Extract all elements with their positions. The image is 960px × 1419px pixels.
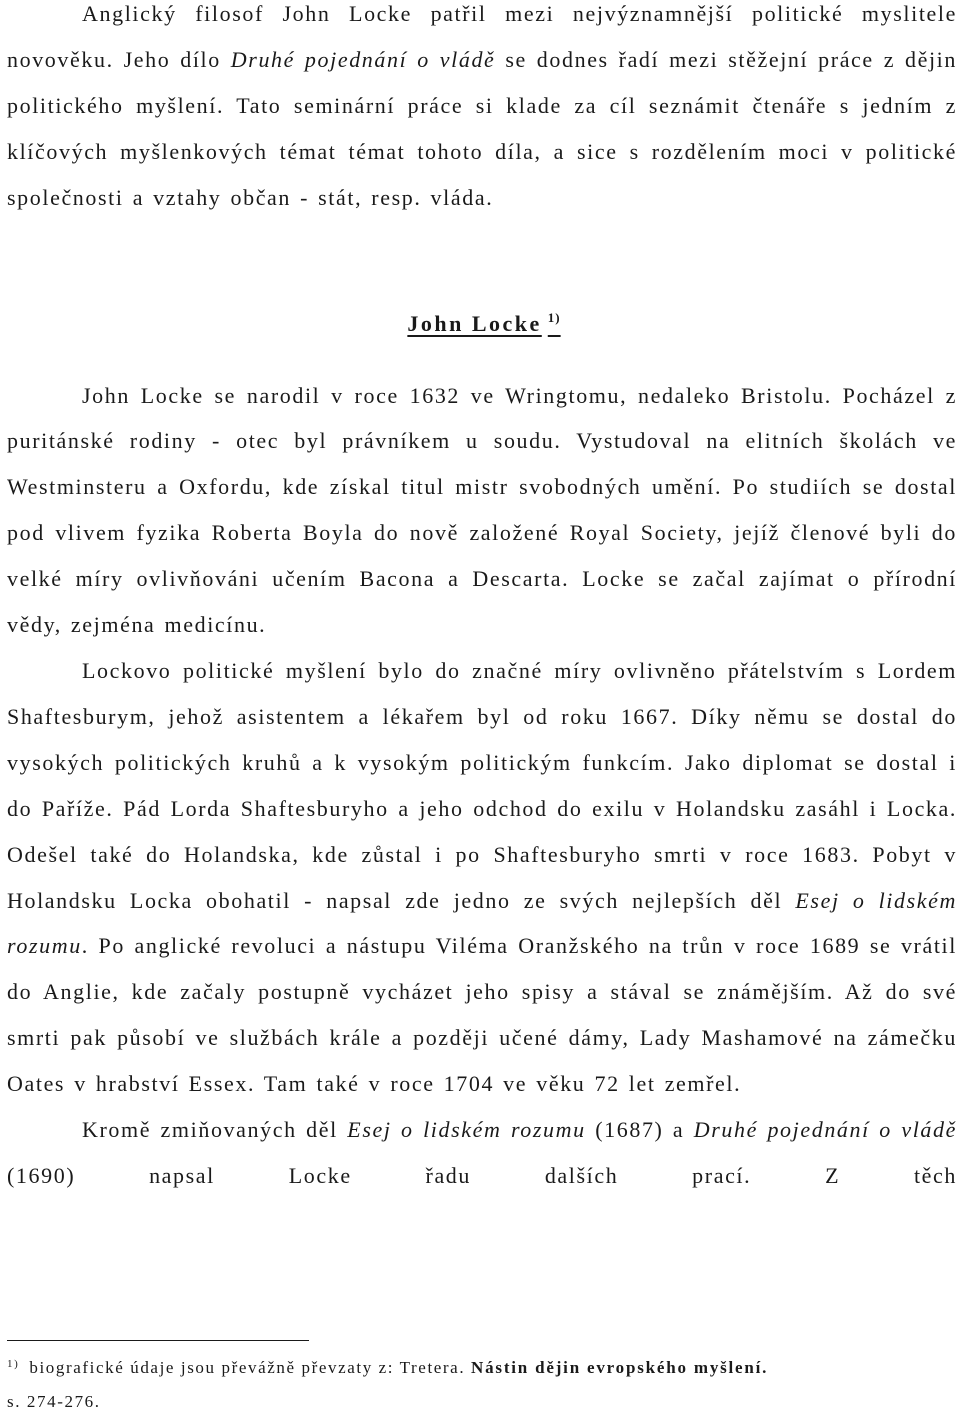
bio-paragraph-3	[7, 1107, 957, 1199]
bio-text-2a: Lockovo politické myšlení bylo do značné míry ovlivněno přátelstvím s Lordem Shaftesburym, jehož asistentem a lékařem byl od roku 1667. Díky němu se dostal do vysokých politických kruhů a k vysokým politickým funkcím. Jako diplomat se dostal i do Paříže. Pád Lorda Shaftesburyho a jeho odchod do exilu v Holandsku zasáhl i Locka. Odešel také do Holandska, kde zůstal i po Shaftesburyho smrti v roce 1683. Pobyt v Holandsku Locka obohatil - napsal zde jedno ze svých nejlepších děl	[7, 657, 957, 913]
bio-work-title-treatise: Druhé pojednání o vládě	[693, 1117, 957, 1143]
bio-paragraph-2	[7, 648, 957, 1107]
bio-text-3b: (1687) a	[585, 1117, 694, 1143]
footnote-text: biografické údaje jsou převážně převzaty z: Tretera.	[29, 1358, 472, 1377]
intro-text-1: Anglický filosof John Locke patřil mezi nejvýznamnější politické myslitele novověku. Jeho dílo	[7, 1, 957, 72]
footnote-pages: s. 274-276.	[7, 1392, 101, 1411]
bio-paragraph-1	[7, 373, 957, 648]
section-heading	[407, 310, 560, 337]
intro-text-2: se dodnes řadí mezi stěžejní práce z dějin politického myšlení. Tato seminární práce si klade za cíl seznámit čtenáře s jedním z klíčových myšlenkových témat témat tohoto díla, a sice s rozdělením moci v politické společnosti a vztahy občan - stát, resp. vláda.	[7, 46, 957, 210]
bio-text-2b: . Po anglické revoluci a nástupu Viléma Oranžského na trůn v roce 1689 se vrátil do Anglie, kde začaly postupně vycházet jeho spisy a stával se známějším. Až do své smrti pak působí ve službách krále a později učené dámy, Lady Mashamové na zámečku Oates v hrabství Essex. Tam také v roce 1704 ve věku 72 let zemřel.	[7, 933, 957, 1097]
document-page	[7, 0, 957, 1199]
bio-work-title-essay-2: Esej o lidském rozumu	[347, 1117, 586, 1143]
footnote	[7, 1347, 952, 1419]
footnote-divider	[7, 1340, 309, 1341]
section-heading-text: John Locke	[407, 310, 542, 336]
section-heading-container	[7, 296, 957, 355]
heading-footnote-mark: 1)	[547, 309, 561, 325]
bio-text-3a: Kromě zmiňovaných děl	[82, 1117, 348, 1143]
footnote-source-title: Nástin dějin evropského myšlení.	[471, 1358, 769, 1377]
footnote-mark: 1)	[7, 1358, 20, 1370]
bio-text-1: John Locke se narodil v roce 1632 ve Wringtomu, nedaleko Bristolu. Pocházel z puritánské rodiny - otec byl právníkem u soudu. Vystudoval na elitních školách ve Westminsteru a Oxfordu, kde získal titul mistr svobodných umění. Po studiích se dostal pod vlivem fyzika Roberta Boyla do nově založené Royal Society, jejíž členové byli do velké míry ovlivňováni učením Bacona a Descarta. Locke se začal zajímat o přírodní vědy, zejména medicínu.	[7, 382, 957, 638]
intro-paragraph	[7, 0, 957, 221]
intro-work-title: Druhé pojednání o vládě	[230, 46, 496, 72]
bio-work-title-essay: Esej o lidském rozumu	[7, 887, 958, 959]
bio-text-3c: (1690) napsal Locke řadu dalších prací. Z těch	[7, 1162, 957, 1188]
